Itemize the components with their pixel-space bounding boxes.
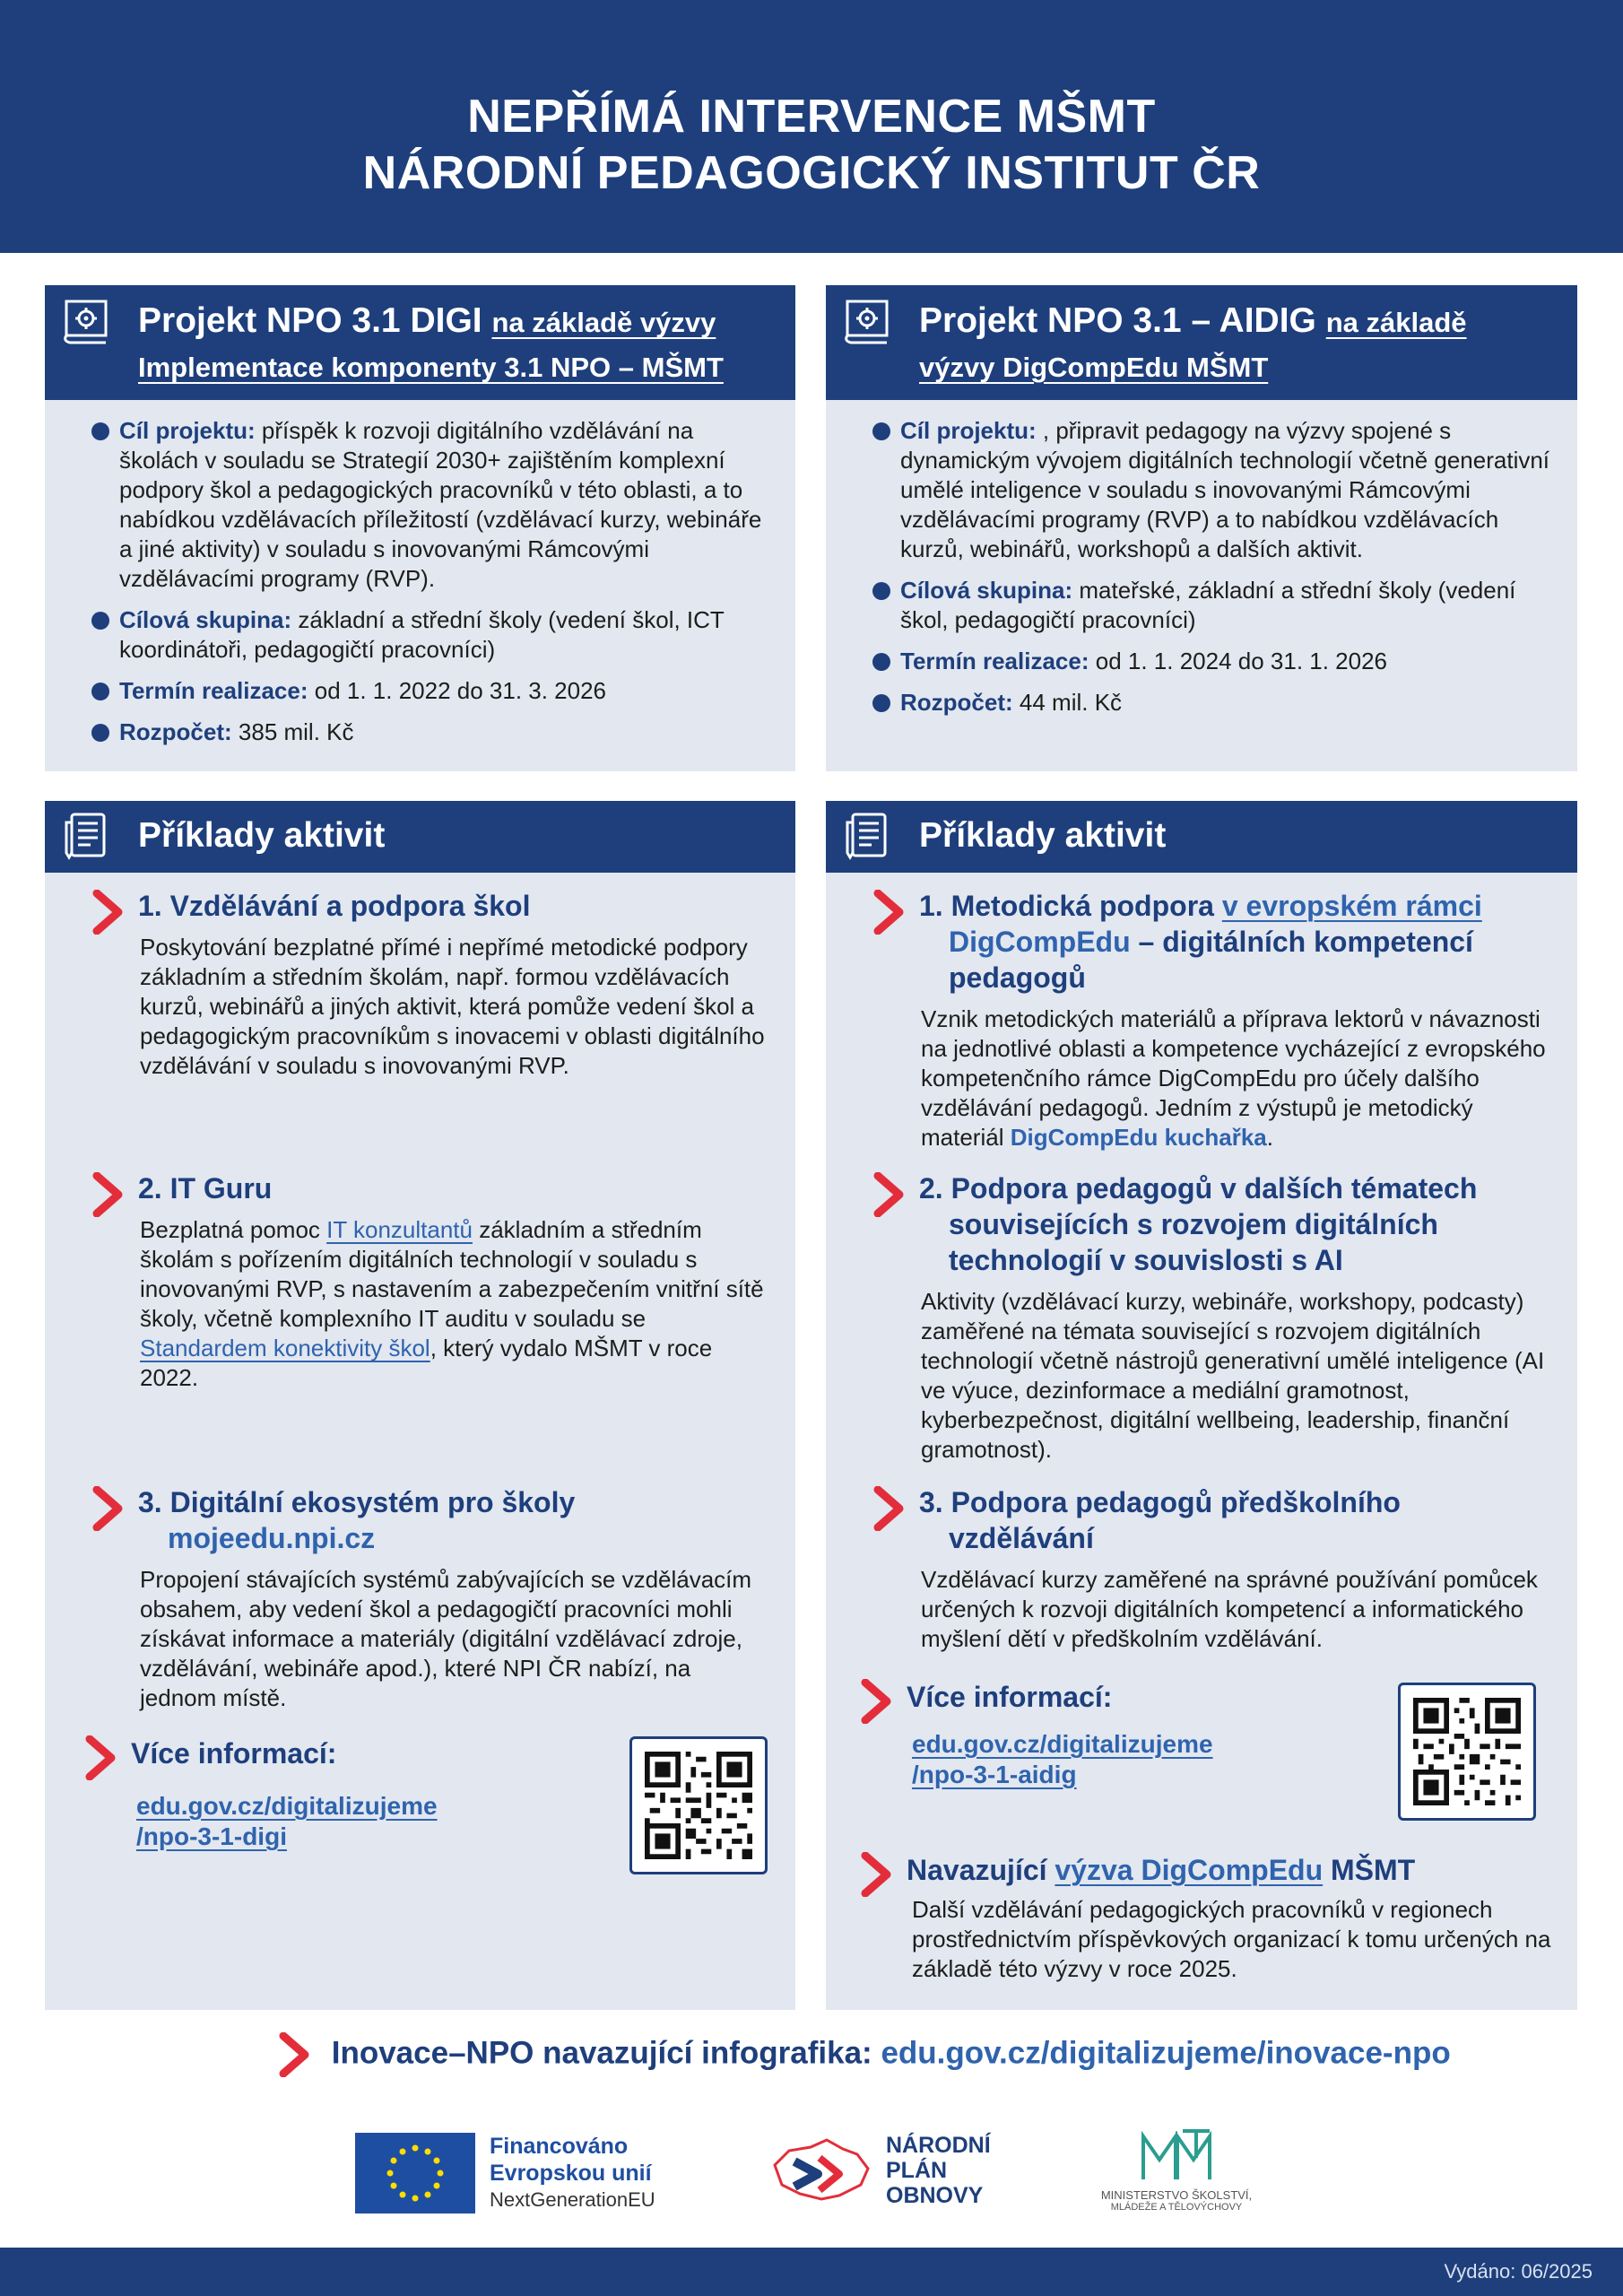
czech-map-icon xyxy=(768,2129,875,2215)
right-activity-1-title: 1. Metodická podpora v evropském rámci xyxy=(919,890,1482,922)
left-more-info xyxy=(84,1734,443,1852)
banner-title-line2: NÁRODNÍ PEDAGOGICKÝ INSTITUT ČR xyxy=(362,147,1261,199)
right-more-info xyxy=(860,1677,1219,1790)
left-project-header xyxy=(45,285,795,400)
footer-infographic-link xyxy=(278,2032,1451,2077)
chevron-right-icon xyxy=(84,1735,118,1780)
qr-code xyxy=(629,1736,768,1874)
right-more-info-title: Více informací: xyxy=(907,1681,1113,1713)
footer-link-label: Inovace–NPO navazující infografika: xyxy=(331,2035,881,2071)
eu-flag-icon xyxy=(355,2133,475,2213)
left-activity-1-body: Poskytování bezplatné přímé i nepřímé metodické podpory základním a středním školám, např. formou vzdělávacích kurzů, webinářů a jiných aktivit, která pomůže vedení škol a pedagogickým pracovníkům s inovacemi v oblasti digitálního vzdělávání v souladu s inovovanými RVP. xyxy=(140,934,765,1079)
left-activities-heading: Příklady aktivit xyxy=(138,816,386,855)
right-activity-2-body: Aktivity (vzdělávací kurzy, webináře, workshopy, podcasty) zaměřené na témata související s rozvojem digitálních technologií včetně nástrojů generativní umělé inteligence (AI ve výuce, dezinformace a mediální gramotnost, kyberbezpečnost, digitální wellbeing, leadership, finanční gramotnost). xyxy=(921,1288,1545,1463)
left-activity-1 xyxy=(91,888,773,1081)
digcompedu-framework-link[interactable]: v evropském rámci xyxy=(1221,890,1482,922)
npo-text-line2: PLÁN xyxy=(886,2158,948,2183)
npo-logo xyxy=(768,2129,1010,2215)
list-item: Termín realizace: od 1. 1. 2024 do 31. 1. 2026 xyxy=(872,647,1550,676)
right-activities-header xyxy=(826,801,1577,873)
list-item: Termín realizace: od 1. 1. 2022 do 31. 3. 2026 xyxy=(91,676,768,706)
chevron-right-icon xyxy=(278,2032,312,2077)
it-consultants-link[interactable]: IT konzultantů xyxy=(326,1216,473,1243)
right-activity-1: 1. Metodická podpora v evropském rámci DigCompEdu – digitálních kompetencí pedagogů Vznik metodických materiálů a příprava lektorů v návaznosti na jednotlivé oblasti a kompetence vycházející z evropského kompetenčního rámce DigCompEdu pro účely dalšího vzdělávání pedagogů. Jedním z výstupů je metodický materiál DigCompEdu kuchařka. xyxy=(872,888,1554,1152)
left-activities-header xyxy=(45,801,795,873)
msmt-text-line1: MINISTERSTVO ŠKOLSTVÍ, xyxy=(1100,2188,1253,2202)
eu-text-line2: Evropskou unií xyxy=(490,2161,652,2186)
right-activities-panel xyxy=(826,801,1577,2010)
left-activity-1-title: 1. Vzdělávání a podpora škol xyxy=(138,890,531,922)
right-activities-heading: Příklady aktivit xyxy=(919,816,1167,855)
left-activities-panel xyxy=(45,801,795,2010)
document-pen-icon xyxy=(842,810,892,860)
msmt-monogram-icon xyxy=(1136,2127,1217,2183)
list-item: Cílová skupina: základní a střední školy (vedení škol, ICT koordinátoři, pedagogičtí pracovníci) xyxy=(91,605,768,665)
bottom-bar xyxy=(0,2248,1623,2296)
digcompedu-link[interactable]: DigCompEdu xyxy=(949,926,1131,958)
qr-code-pattern xyxy=(1413,1698,1521,1805)
left-project-title-sub: na základě výzvy xyxy=(491,307,716,338)
right-activity-2 xyxy=(872,1170,1563,1465)
left-project-title-call: Implementace komponenty 3.1 NPO – MŠMT xyxy=(138,352,724,383)
left-project-panel xyxy=(45,285,795,771)
msmt-logo xyxy=(1087,2127,1266,2217)
list-item: Cíl projektu: , připravit pedagogy na výzvy spojené s dynamickým vývojem digitálních technologií včetně generativní umělé inteligence v souladu s inovovanými Rámcovými vzdělávacími programy (RVP) a to nabídkou vzdělávacích kurzů, webinářů, workshopů a dalších aktivit. xyxy=(872,416,1550,564)
right-follow-up-body: Další vzdělávání pedagogických pracovníků v regionech prostřednictvím příspěvkových organizací k tomu určených na základě této výzvy v roce 2025. xyxy=(912,1896,1551,1982)
left-activity-2-title: 2. IT Guru xyxy=(138,1172,273,1205)
connectivity-standard-link[interactable]: Standardem konektivity škol xyxy=(140,1335,430,1361)
digcompedu-kucharka-link[interactable]: DigCompEdu kuchařka xyxy=(1010,1124,1267,1151)
digcompedu-call-link[interactable]: výzva DigCompEdu xyxy=(1055,1854,1324,1886)
right-follow-up-call xyxy=(860,1850,1559,1984)
left-activity-3-title: 3. Digitální ekosystém pro školy xyxy=(138,1486,576,1518)
list-item: Rozpočet: 385 mil. Kč xyxy=(91,718,768,747)
list-item: Rozpočet: 44 mil. Kč xyxy=(872,688,1550,718)
left-activity-2 xyxy=(91,1170,773,1393)
right-project-title: Projekt NPO 3.1 – AIDIG xyxy=(919,301,1316,340)
left-more-info-link[interactable]: edu.gov.cz/digitalizujeme xyxy=(136,1792,438,1820)
issued-date: Vydáno: 06/2025 xyxy=(1444,2260,1593,2283)
document-pen-icon xyxy=(61,810,111,860)
right-activity-3-body: Vzdělávací kurzy zaměřené na správné používání pomůcek určených k rozvoji digitálních kompetencí a informatického myšlení dětí v předškolním vzdělávání. xyxy=(921,1566,1538,1652)
left-more-info-title: Více informací: xyxy=(131,1737,337,1770)
right-project-panel xyxy=(826,285,1577,771)
right-activity-1-body: Vznik metodických materiálů a příprava lektorů v návaznosti na jednotlivé oblasti a kompetence vycházející z evropského kompetenčního rámce DigCompEdu pro účely dalšího vzdělávání pedagogů. Jedním z výstupů je metodický materiál DigCompEdu kuchařka. xyxy=(921,1005,1546,1151)
right-project-title-sub: na základě xyxy=(1325,307,1467,338)
chevron-right-icon xyxy=(91,1172,126,1217)
right-project-header xyxy=(826,285,1577,400)
eu-text-line1: Financováno xyxy=(490,2134,629,2159)
left-activity-2-body: Bezplatná pomoc IT konzultantů základním a středním školám s pořízením digitálních technologií v souladu s inovovanými RVP, s nastavením a zabezpečením vnitřní sítě školy, včetně komplexního IT auditu v souladu se Standardem konektivity škol, který vydalo MŠMT v roce 2022. xyxy=(140,1216,764,1391)
left-project-bullets xyxy=(91,416,768,759)
right-more-info-link-path[interactable]: /npo-3-1-aidig xyxy=(912,1761,1077,1788)
eu-text-line3: NextGenerationEU xyxy=(490,2188,655,2211)
left-more-info-link-path[interactable]: /npo-3-1-digi xyxy=(136,1822,287,1850)
chevron-right-icon xyxy=(91,1486,126,1531)
left-project-title: Projekt NPO 3.1 DIGI xyxy=(138,301,482,340)
footer-link-url[interactable]: edu.gov.cz/digitalizujeme/inovace-npo xyxy=(881,2035,1451,2071)
right-follow-up-title: Navazující výzva DigCompEdu MŠMT xyxy=(907,1854,1416,1886)
qr-code xyxy=(1398,1683,1536,1821)
mojeedu-link[interactable]: mojeedu.npi.cz xyxy=(168,1522,376,1554)
eu-logo xyxy=(355,2133,696,2213)
chevron-right-icon xyxy=(860,1679,894,1724)
chevron-right-icon xyxy=(91,890,126,935)
npo-text-line1: NÁRODNÍ xyxy=(886,2133,991,2158)
right-project-bullets xyxy=(872,416,1550,729)
msmt-text-line2: MLÁDEŽE A TĚLOVÝCHOVY xyxy=(1110,2202,1243,2213)
qr-code-pattern xyxy=(645,1752,752,1859)
right-activity-3 xyxy=(872,1484,1554,1654)
chevron-right-icon xyxy=(872,890,907,935)
blueprint-gear-icon xyxy=(61,296,111,346)
right-more-info-link[interactable]: edu.gov.cz/digitalizujeme xyxy=(912,1730,1213,1758)
chevron-right-icon xyxy=(872,1172,907,1217)
left-activity-3-body: Propojení stávajících systémů zabývajících se vzdělávacím obsahem, aby vedení škol a pedagogičtí pracovníci mohli získávat informace a materiály (digitální vzdělávací zdroje, vzdělávání, webináře apod.), které NPI ČR nabízí, na jednom místě. xyxy=(140,1566,752,1711)
left-activity-3 xyxy=(91,1484,773,1713)
list-item: Cílová skupina: mateřské, základní a střední školy (vedení škol, pedagogičtí pracovníci) xyxy=(872,576,1550,635)
right-activity-2-title: 2. Podpora pedagogů v dalších tématech souvisejících s rozvojem digitálních technologií v souvislosti s AI xyxy=(919,1172,1478,1276)
top-banner xyxy=(0,0,1623,253)
blueprint-gear-icon xyxy=(842,296,892,346)
chevron-right-icon xyxy=(872,1486,907,1531)
right-activity-3-title: 3. Podpora pedagogů předškolního vzdělávání xyxy=(919,1486,1401,1554)
list-item: Cíl projektu: příspěk k rozvoji digitálního vzdělávání na školách v souladu se Strategií 2030+ zajištěním komplexní podpory škol a pedagogických pracovníků v této oblasti, a to nabídkou vzdělávacích příležitostí (vzdělávací kurzy, webináře a jiné aktivity) v souladu s inovovanými Rámcovými vzdělávacími programy (RVP). xyxy=(91,416,768,594)
banner-title-line1: NEPŘÍMÁ INTERVENCE MŠMT xyxy=(467,91,1156,143)
right-project-title-call: výzvy DigCompEdu MŠMT xyxy=(919,352,1269,383)
chevron-right-icon xyxy=(860,1852,894,1897)
npo-text-line3: OBNOVY xyxy=(886,2183,984,2208)
